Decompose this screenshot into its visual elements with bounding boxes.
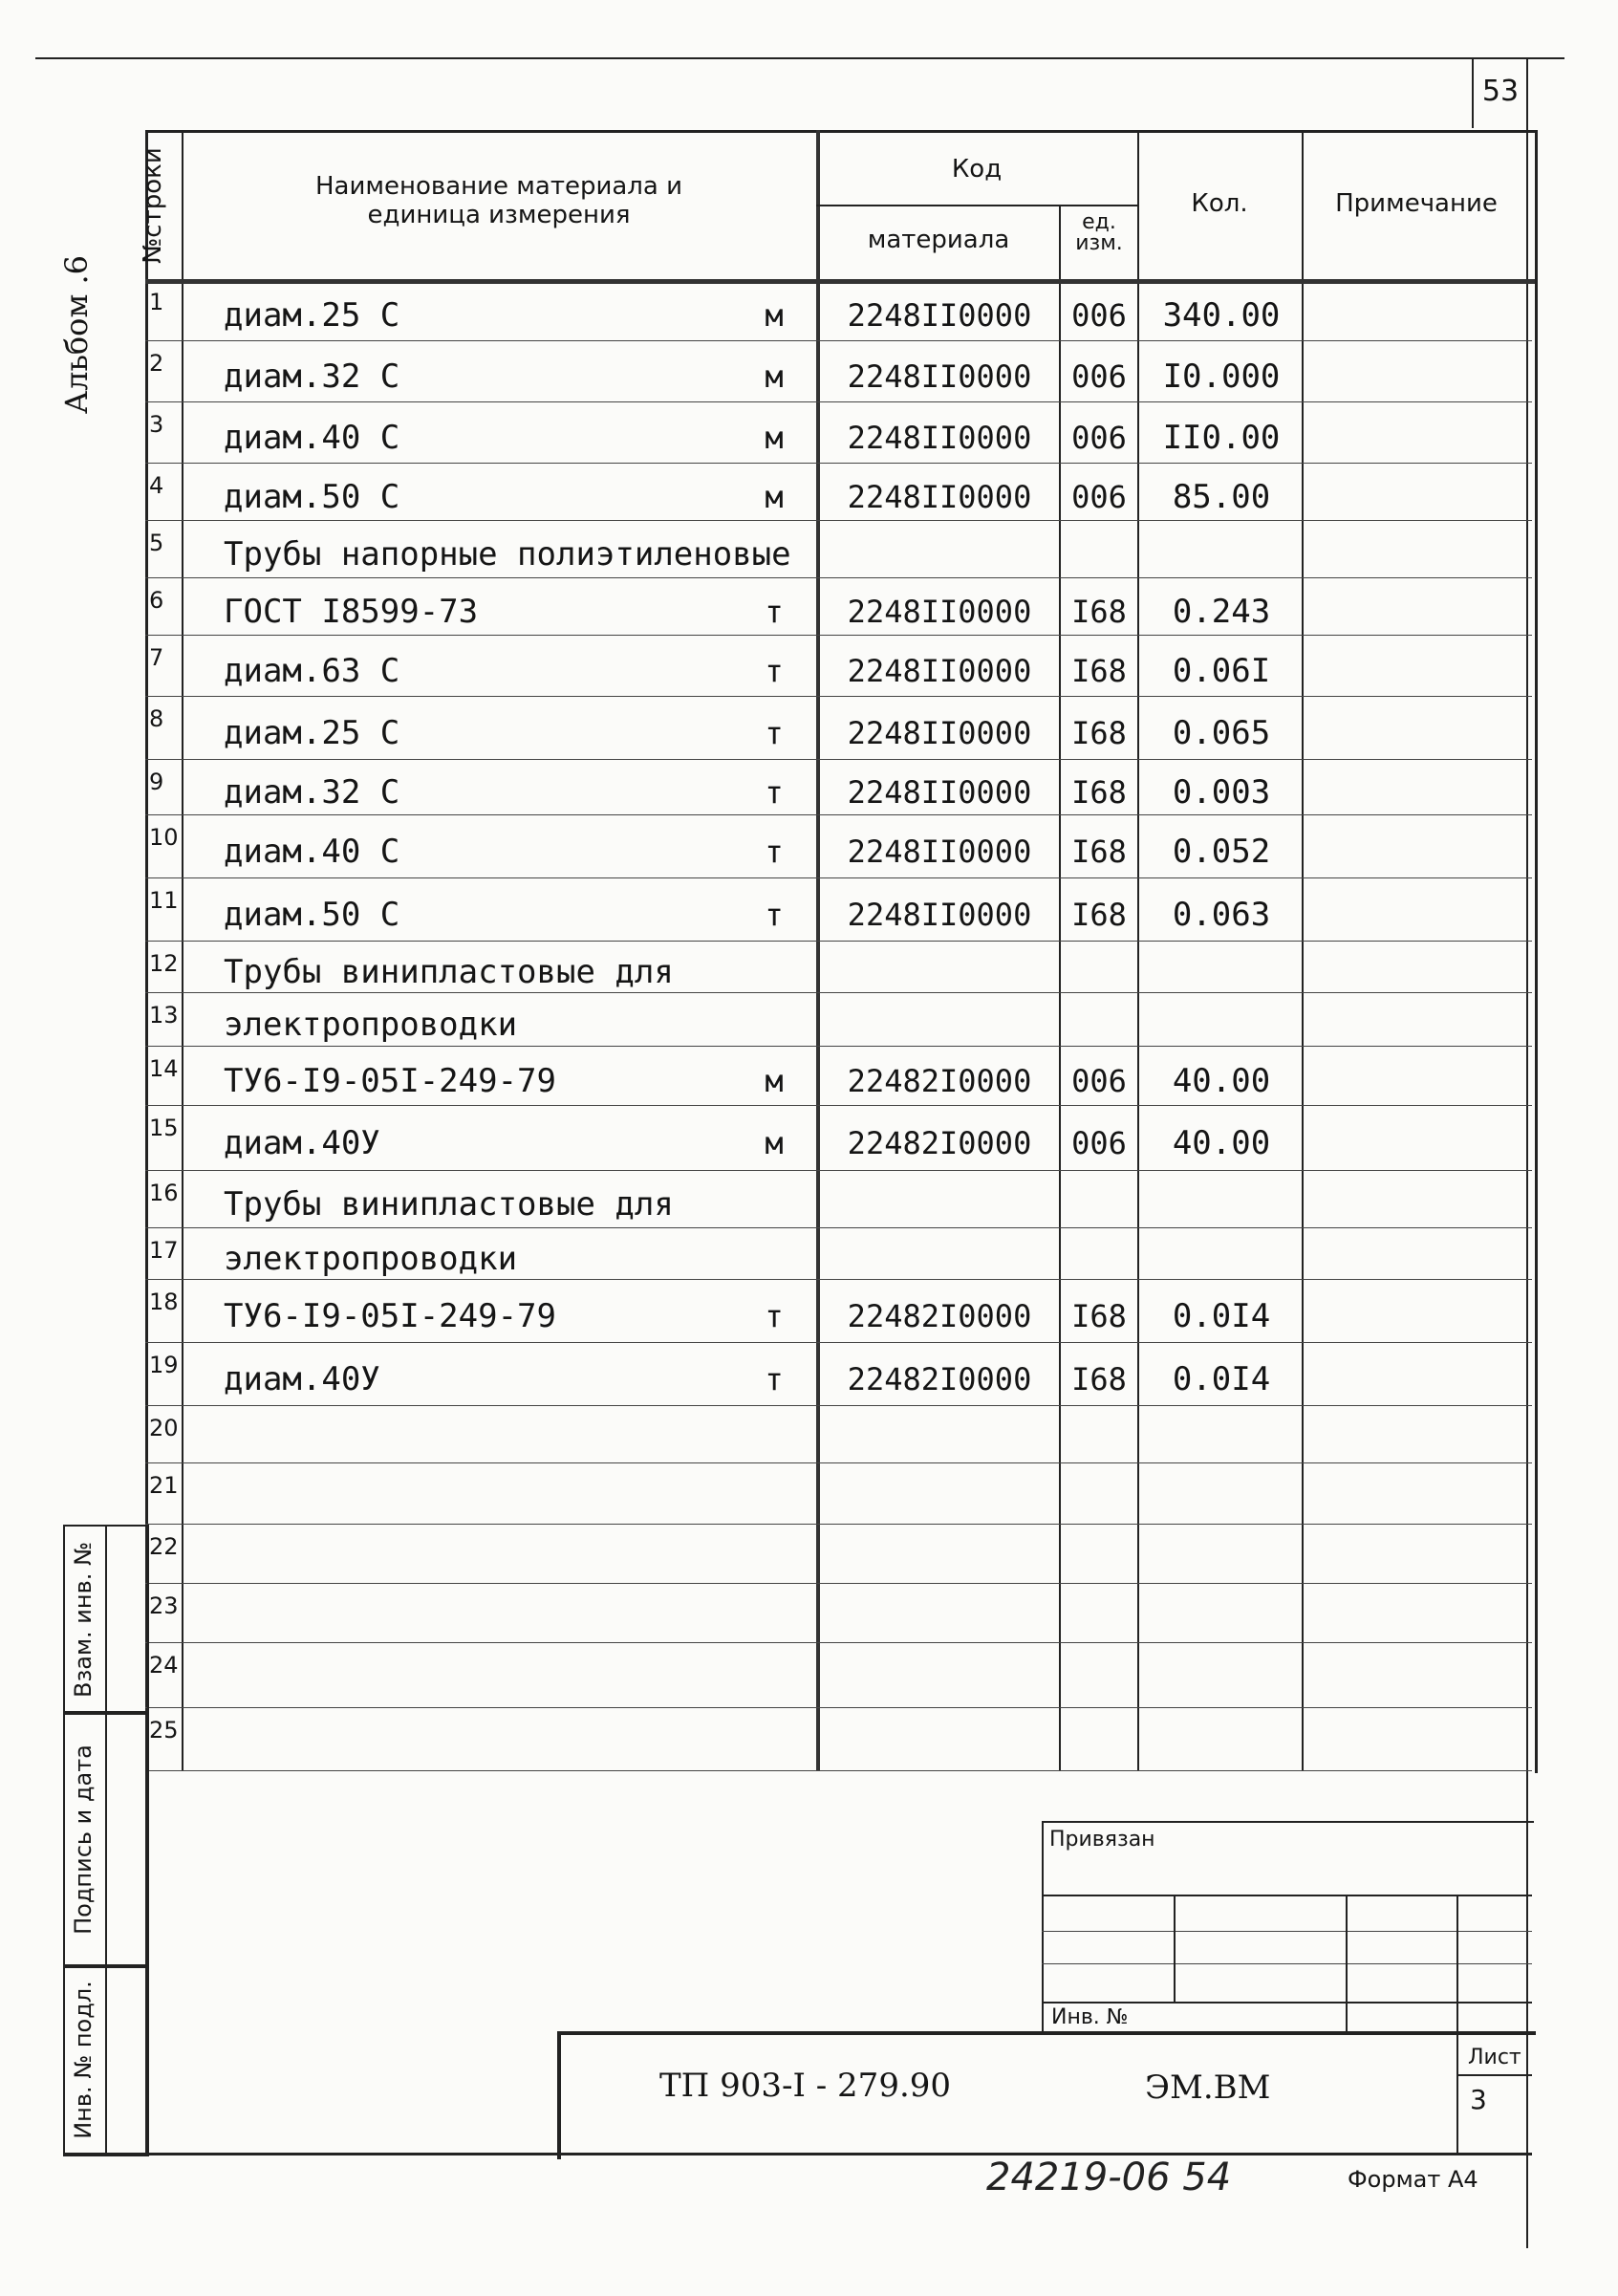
privyazan-col-2 [1346,1895,1348,2031]
material-name: Трубы винипластовые для [224,1185,674,1224]
header-code-material: материала [867,226,1010,254]
row-number: 4 [149,472,164,499]
unit-of-measure: м [765,1063,784,1099]
material-code: 2248II0000 [847,653,1032,689]
material-name: электропроводки [224,1240,518,1278]
row-number: 14 [149,1055,179,1082]
row-divider [145,520,1532,521]
row-number: 17 [149,1237,179,1264]
material-code: 2248II0000 [847,479,1032,515]
document-type: ЭМ.ВМ [1145,2069,1271,2107]
sheet-number: 3 [1470,2084,1487,2115]
row-number: 20 [149,1415,179,1441]
privyazan-label: Привязан [1049,1828,1155,1852]
quantity: 0.0I4 [1172,1360,1271,1398]
album-label: Альбом .6 [58,254,95,415]
row-number: 10 [149,824,179,851]
row-number: 2 [149,350,164,377]
unit-of-measure: т [765,834,784,870]
material-name: диам.32 С [224,357,400,396]
row-number: 24 [149,1652,179,1679]
material-code: 22482I0000 [847,1298,1032,1334]
quantity: 0.003 [1172,773,1271,812]
side-podpis-label: Подпись и дата [70,1744,97,1935]
material-code: 2248II0000 [847,774,1032,811]
row-divider [145,814,1532,815]
row-number: 12 [149,950,179,977]
row-divider [145,1707,1532,1708]
material-code: 2248II0000 [847,897,1032,933]
quantity: 40.00 [1172,1124,1271,1162]
material-name: диам.63 С [224,652,400,690]
unit-code: I68 [1071,1298,1127,1334]
unit-code: I68 [1071,715,1127,751]
material-code: 22482I0000 [847,1063,1032,1099]
material-name: Трубы винипластовые для [224,953,674,991]
quantity: 340.00 [1162,296,1281,335]
header-row-number: №строки [139,147,167,264]
material-code: 2248II0000 [847,297,1032,334]
unit-of-measure: т [765,897,784,933]
privyazan-line-2 [1042,1931,1532,1932]
row-divider [145,1170,1532,1171]
side-vzam-label: Взам. инв. № [70,1542,97,1698]
side-divider [105,1525,107,2153]
top-border [35,57,1564,59]
row-number: 8 [149,705,164,732]
unit-of-measure: т [765,594,784,630]
header-code-unit: ед. изм. [1075,210,1123,255]
header-note: Примечание [1335,189,1498,218]
row-number: 16 [149,1180,179,1206]
row-number: 21 [149,1472,179,1499]
row-number: 5 [149,530,164,556]
document-code: ТП 903-I - 279.90 [659,2067,952,2105]
sheet-label: Лист [1468,2046,1521,2069]
row-divider [145,992,1532,993]
material-name: ТУ6-I9-05I-249-79 [224,1297,556,1335]
row-divider [145,401,1532,402]
row-number: 7 [149,644,164,671]
row-number: 18 [149,1289,179,1315]
material-name: диам.40У [224,1360,380,1398]
unit-code: I68 [1071,653,1127,689]
header-code: Код [951,155,1003,184]
quantity: 0.052 [1172,833,1271,871]
material-name: ТУ6-I9-05I-249-79 [224,1062,556,1100]
material-code: 2248II0000 [847,594,1032,630]
unit-code: 006 [1071,479,1127,515]
material-code: 22482I0000 [847,1125,1032,1161]
material-name: диам.32 С [224,773,400,812]
row-number: 3 [149,411,164,438]
row-number: 15 [149,1115,179,1141]
material-code: 2248II0000 [847,420,1032,456]
inv-no-label: Инв. № [1051,2005,1129,2029]
row-number: 23 [149,1592,179,1619]
unit-code: 006 [1071,297,1127,334]
sheet-divider [1456,2074,1532,2076]
material-name: диам.40 С [224,833,400,871]
row-number: 11 [149,887,179,914]
material-code: 2248II0000 [847,715,1032,751]
unit-of-measure: т [765,653,784,689]
header-qty: Кол. [1191,189,1248,218]
quantity: 0.065 [1172,714,1271,752]
material-name: ГОСТ I8599-73 [224,593,479,631]
header-bottom-line [145,279,1535,284]
row-divider [145,1342,1532,1343]
page-number: 53 [1481,75,1520,108]
material-name: диам.25 С [224,296,400,335]
row-number: 9 [149,769,164,795]
row-divider [145,635,1532,636]
unit-code: I68 [1071,774,1127,811]
unit-code: 006 [1071,420,1127,456]
privyazan-line-3 [1042,1963,1532,1964]
unit-code: I68 [1071,834,1127,870]
bottom-border [63,2153,1532,2155]
unit-of-measure: т [765,774,784,811]
row-divider [145,1524,1532,1525]
unit-of-measure: м [765,1125,784,1161]
row-divider [145,696,1532,697]
quantity: I0.000 [1162,357,1281,396]
row-divider [145,941,1532,942]
material-code: 2248II0000 [847,834,1032,870]
row-number: 19 [149,1352,179,1378]
row-divider [145,577,1532,578]
unit-of-measure: т [765,1361,784,1397]
material-name: диам.40 С [224,419,400,457]
row-divider [145,1105,1532,1106]
side-inv-podl-label: Инв. № подл. [70,1981,97,2139]
unit-of-measure: м [765,358,784,395]
row-divider [145,1046,1532,1047]
material-name: диам.50 С [224,478,400,516]
header-name: Наименование материала и единица измерения [314,172,683,229]
row-number: 1 [149,289,164,315]
material-name: диам.25 С [224,714,400,752]
row-number: 25 [149,1717,179,1744]
privyazan-line-1 [1042,1895,1532,1896]
unit-code: 006 [1071,1063,1127,1099]
format-label: Формат А4 [1348,2166,1478,2193]
quantity: 0.06I [1172,652,1271,690]
quantity: II0.00 [1162,419,1281,457]
row-divider [145,1227,1532,1228]
quantity: 0.0I4 [1172,1297,1271,1335]
privyazan-line-4 [1042,2002,1532,2004]
row-divider [145,1462,1532,1463]
unit-of-measure: м [765,297,784,334]
handwritten-number: 24219-06 54 [986,2155,1232,2199]
material-code: 2248II0000 [847,358,1032,395]
material-name: Трубы напорные полиэтиленовые [224,535,791,574]
row-number: 22 [149,1533,179,1560]
row-divider [145,463,1532,464]
row-divider [145,877,1532,878]
unit-code: I68 [1071,594,1127,630]
row-divider [145,1279,1532,1280]
material-name: диам.40У [224,1124,380,1162]
unit-of-measure: м [765,479,784,515]
unit-of-measure: т [765,1298,784,1334]
privyazan-col-1 [1174,1895,1176,2002]
unit-code: 006 [1071,358,1127,395]
unit-of-measure: т [765,715,784,751]
quantity: 0.063 [1172,896,1271,934]
material-code: 22482I0000 [847,1361,1032,1397]
quantity: 0.243 [1172,593,1271,631]
row-divider [145,1405,1532,1406]
unit-of-measure: м [765,420,784,456]
row-divider [145,1642,1532,1643]
unit-code: I68 [1071,897,1127,933]
material-name: диам.50 С [224,896,400,934]
material-name: электропроводки [224,1006,518,1044]
quantity: 85.00 [1172,478,1271,516]
row-divider [145,759,1532,760]
unit-code: 006 [1071,1125,1127,1161]
unit-code: I68 [1071,1361,1127,1397]
row-divider [145,1583,1532,1584]
row-number: 13 [149,1002,179,1029]
row-number: 6 [149,587,164,614]
quantity: 40.00 [1172,1062,1271,1100]
row-divider [145,340,1532,341]
code-subheader-line [816,205,1137,206]
